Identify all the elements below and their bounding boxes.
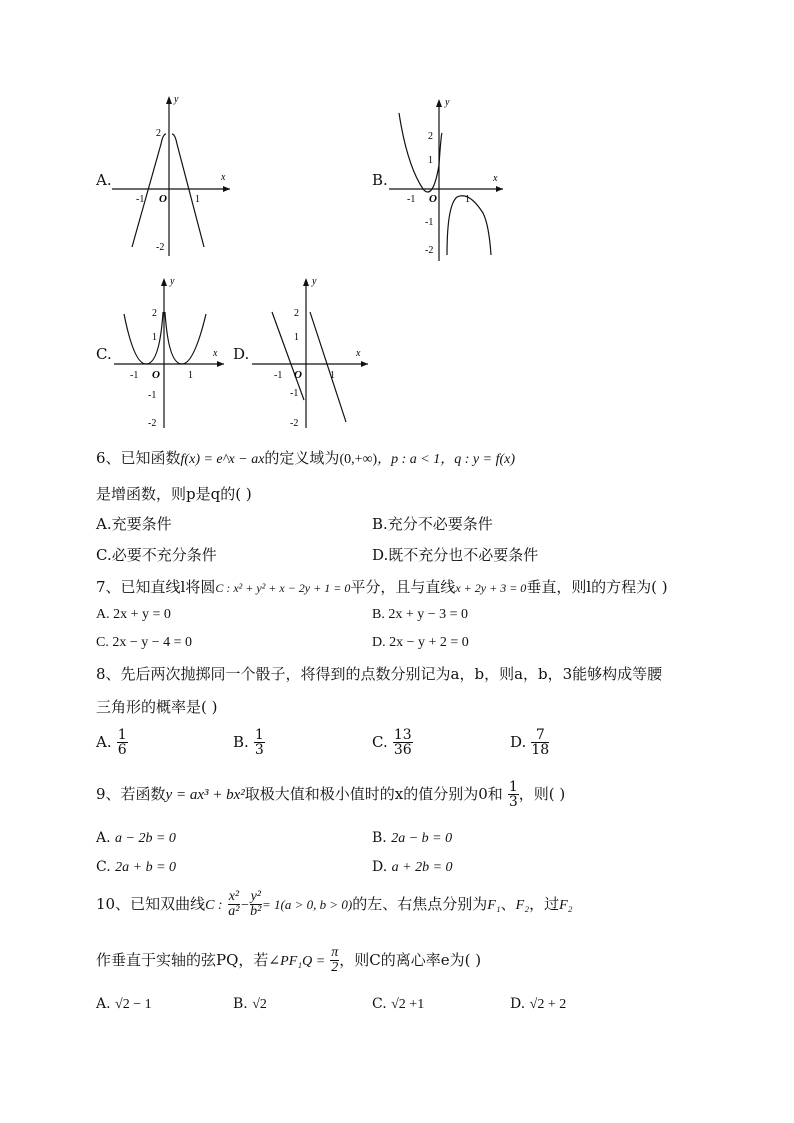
q10-end: ，则C的离心率e为( ) [339,951,482,969]
frac-num: x² [228,889,240,904]
q10-through: ，过 [529,895,560,913]
q10-option-b[interactable] [233,996,267,1013]
tick-x-neg1: -1 [136,194,145,205]
curve-left [132,134,166,247]
frac-num: π [331,945,339,960]
tick-y-neg2: -2 [148,418,157,429]
origin-label: O [159,193,167,205]
question-10-line-2 [96,946,481,975]
y-axis-label: y [170,276,175,287]
q10-f2: F₂ [515,898,530,913]
q8-fraction [117,728,128,757]
q6-q: q : y = f(x) [454,452,516,467]
option-expression: √2 [252,997,267,1012]
q7-option-d[interactable]: D. 2x − y + 2 = 0 [372,635,469,650]
q8-fraction [393,728,413,757]
x-axis-arrow [217,361,224,367]
q6-option-c[interactable]: C.必要不充分条件 [96,546,217,564]
graph-b [385,95,507,265]
tick-y-neg1: -1 [148,390,157,401]
question-8-line-1: 8、先后两次抛掷同一个骰子，将得到的点数分别记为a，b，则a，b，3能够构成等腰 [96,665,663,683]
frac-den: 36 [393,742,412,758]
frac-den: 3 [508,794,518,810]
tick-y-2: 2 [428,131,433,142]
frac-den: a² [228,904,240,919]
graph-c [110,272,228,432]
q10-chord-text: 作垂直于实轴的弦PQ，若 [96,951,269,969]
option-c-label: C. [96,345,112,363]
q10-option-d[interactable] [510,996,566,1013]
q10-option-c[interactable] [372,996,424,1013]
q9-option-b[interactable] [372,830,452,847]
option-expression: √2 − 1 [115,997,152,1012]
curve-right [172,134,204,247]
q6-domain-text: 的定义域为 [264,449,340,467]
q10-condition: = 1(a > 0, b > 0) [261,897,353,912]
option-expression: 2a + b = 0 [115,860,177,875]
frac-den: 6 [117,742,127,758]
q9-fraction [508,780,519,809]
question-7-line [96,577,668,598]
q8-option-letter: C. [372,733,388,751]
q6-intro: 6、已知函数 [96,449,181,467]
q10-fraction-pi [330,946,339,975]
question-6-line-2: 是增函数，则p是q的( ) [96,485,252,503]
frac-num: 1 [254,727,264,743]
q7-option-a[interactable]: A. 2x + y = 0 [96,607,171,622]
option-expression: √2 + 2 [529,997,567,1012]
q9-mid: 取极大值和极小值时的x的值分别为0和 [244,785,503,803]
option-expression: √2 +1 [391,997,425,1012]
y-axis-arrow [436,99,442,107]
q6-p: ，p : a < 1， [377,452,455,467]
q9-option-c[interactable] [96,859,176,876]
q6-domain: (0,+∞) [339,452,378,467]
tick-x-neg1: -1 [407,194,416,205]
q6-function: f(x) = e^x − ax [180,452,265,467]
q7-intro: 7、已知直线l将圆 [96,578,216,596]
tick-y-neg1: -1 [290,388,299,399]
frac-den: 2 [331,960,339,975]
option-b-label: B. [372,171,388,189]
q7-line: x + 2y + 3 = 0 [455,581,527,595]
tick-y-neg1: -1 [425,217,434,228]
y-axis-arrow [303,278,309,286]
q10-option-a[interactable] [96,996,152,1013]
curve-left [124,312,163,364]
q6-option-d[interactable]: D.既不充分也不必要条件 [372,546,539,564]
tick-y-2: 2 [152,308,157,319]
q9-end: ，则( ) [518,785,566,803]
q8-option-c[interactable] [372,728,413,757]
q10-foci-text: 的左、右焦点分别为 [352,895,488,913]
q7-end: 垂直，则l的方程为( ) [526,578,668,596]
q10-f2-b: F₂ [559,898,573,913]
q9-option-d[interactable] [372,859,453,876]
frac-num: 1 [117,727,127,743]
option-letter: B. [233,996,248,1012]
option-expression: 2a − b = 0 [391,831,453,846]
origin-label: O [294,369,302,381]
q6-option-a[interactable]: A.充要条件 [96,515,172,533]
tick-x-neg1: -1 [274,370,283,381]
tick-y-2: 2 [156,128,161,139]
tick-y-neg2: -2 [425,245,434,256]
q10-intro: 10、已知双曲线 [96,895,206,913]
curve-right [165,312,206,364]
curve-left [399,113,442,192]
question-10-line-1: 10、已知双曲线C : $\frac{\text{x²}}{\text{a²}}$ − $\frac{\text{y²}}{\text{b²}}$ = 1(a > 0, b > 0)的左、右焦点分别为F₁、F₂，过F₂ [96,889,573,919]
q10-angle: ∠PF₁Q = [268,954,326,969]
q9-intro: 9、若函数 [96,785,166,803]
q7-mid: 平分，且与直线 [350,578,456,596]
option-letter: A. [96,996,111,1012]
question-9-line [96,780,565,809]
option-letter: A. [96,830,111,846]
tick-y-1: 1 [428,155,433,166]
tick-y-2: 2 [294,308,299,319]
curve-left [272,312,304,400]
tick-x-1: 1 [188,370,193,381]
x-axis-arrow [496,186,503,192]
y-axis-label: y [312,276,317,287]
x-axis-arrow [361,361,368,367]
question-8-line-2: 三角形的概率是( ) [96,698,218,716]
q10-curve-name: C : [205,898,223,913]
q10-separator: 、 [500,895,516,913]
question-6-line-1 [96,448,515,470]
q6-option-b[interactable]: B.充分不必要条件 [372,515,493,533]
x-axis-label: x [493,173,498,184]
frac-den: b² [250,904,262,919]
q8-option-b[interactable] [233,728,265,757]
option-expression: a − 2b = 0 [115,831,176,846]
tick-x-neg1: -1 [130,370,139,381]
option-d-label: D. [233,345,250,363]
q10-fraction-x [228,890,240,919]
x-axis-label: x [213,348,218,359]
frac-num: 1 [508,779,518,795]
graph-a [108,92,234,260]
tick-y-neg2: -2 [290,418,299,429]
y-axis-arrow [161,278,167,286]
q8-fraction [254,728,265,757]
y-axis-arrow [166,96,172,104]
q8-option-letter: B. [233,733,249,751]
tick-y-1: 1 [152,332,157,343]
q7-option-c[interactable]: C. 2x − y − 4 = 0 [96,635,193,650]
option-expression: a + 2b = 0 [391,860,453,875]
frac-num: y² [250,889,261,904]
tick-x-1: 1 [330,370,335,381]
option-letter: B. [372,830,387,846]
frac-num: 7 [531,728,549,743]
y-axis-label: y [445,97,450,108]
curve-right [310,312,346,422]
y-axis-label: y [174,94,179,105]
q10-f1: F₁ [487,898,501,913]
graph-d [248,272,372,432]
q8-option-letter: A. [96,733,112,751]
origin-label: O [152,369,160,381]
tick-y-1: 1 [294,332,299,343]
option-letter: D. [372,859,388,875]
frac-den: 3 [254,742,264,758]
q8-option-a[interactable] [96,728,128,757]
q8-fraction [531,728,549,757]
frac-num: 13 [393,727,412,743]
option-letter: C. [96,859,111,875]
option-letter: D. [510,996,526,1012]
q10-fraction-y [250,890,262,919]
q7-circle: C : x² + y² + x − 2y + 1 = 0 [215,581,351,595]
frac-den: 18 [531,742,550,758]
q8-option-d[interactable] [510,728,549,757]
tick-x-1: 1 [465,194,470,205]
tick-y-neg2: -2 [156,242,165,253]
q9-function: y = ax³ + bx² [165,787,245,803]
q9-option-a[interactable] [96,830,176,847]
origin-label: O [429,193,437,205]
x-axis-label: x [356,348,361,359]
x-axis-label: x [221,172,226,183]
q7-option-b[interactable]: B. 2x + y − 3 = 0 [372,607,469,622]
option-letter: C. [372,996,387,1012]
x-axis-arrow [223,186,230,192]
tick-x-1: 1 [195,194,200,205]
option-a-label: A. [96,171,112,189]
q8-option-letter: D. [510,733,527,751]
